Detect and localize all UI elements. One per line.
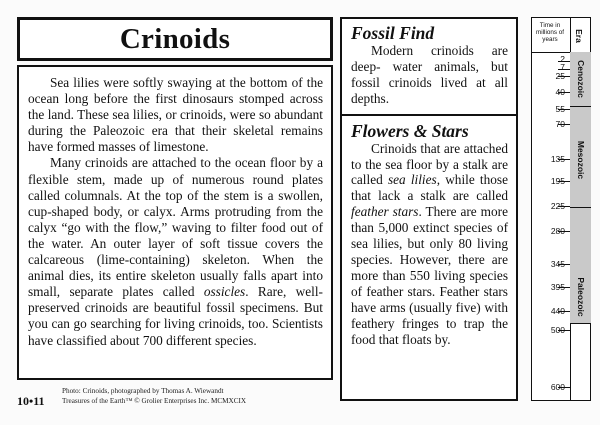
timeline-tick-label: 225	[550, 201, 565, 211]
timeline-tick-label: 70	[555, 119, 565, 129]
ossicles-term: ossicles	[203, 284, 246, 300]
copyright-notice: Treasures of the Earth™ © Grolier Enterprises Inc. MCMXCIX	[62, 396, 247, 405]
timeline-tick-label: 600	[550, 382, 565, 392]
body-text-part-2: . Rare, well-preserved crinoids are beautiful fossil specimens. But you can go searching for living crinoids, too. Scientists have classified about 700 different species.	[28, 284, 323, 348]
timeline-tick-label: 345	[550, 259, 565, 269]
timeline-tick-label: 25	[555, 71, 565, 81]
title-box	[17, 17, 333, 61]
flowers-text-part-1: Crinoids that are attached to the sea floor by a stalk are called	[351, 140, 508, 188]
fossil-find-heading: Fossil Find	[351, 23, 435, 43]
feather-stars-term: feather stars	[351, 204, 419, 220]
timeline-tick-label: 55	[555, 104, 565, 114]
sea-lilies-term: sea lilies	[387, 172, 437, 188]
timeline-unit-label: Time in millions of years	[536, 22, 564, 43]
timeline-tick-label: 195	[550, 176, 565, 186]
photo-credit: Photo: Crinoids, photographed by Thomas A. Wiewandt	[62, 387, 224, 395]
timeline-tick-label: 440	[550, 306, 565, 316]
timeline-tick-label: 40	[555, 87, 565, 97]
era-boundary-line	[570, 106, 591, 107]
sidebar-divider	[342, 114, 516, 116]
flowers-stars-text	[351, 141, 508, 348]
era-mesozoic: Mesozoic	[576, 140, 586, 180]
flowers-text-part-3: . There are more than 5,000 extinct species of sea lilies, but only 80 living species. However, there are more than 550 living species of feather stars. Feather stars have arms (usually five) with feathery fringes to trap the food that floats by.	[351, 204, 508, 347]
card-number: 10•11	[17, 394, 45, 408]
body-paragraph	[28, 155, 323, 348]
body-text-part-1: Many crinoids are attached to the ocean floor by a flexible stem, made up of numerous round plates called columnals. At the top of the stem is a swollen, cup-shaped body, or calyx. Arms protruding from the calyx “go with the flow,” waving to filter food out of the water. An outer layer of soft tissue covers the calcareous (lime-containing) skeleton. When the animal dies, its entire skeleton usually falls apart into small, separate plates called	[28, 155, 323, 300]
timeline-tick-label: 2	[560, 54, 565, 64]
timeline-tick-label: 500	[550, 325, 565, 335]
main-text-box	[17, 65, 333, 380]
fossil-find-text: Modern crinoids are deep- water animals, but fossil crinoids lived at all depths.	[351, 43, 508, 106]
timeline-tick-label: 7	[560, 62, 565, 72]
flowers-stars-heading: Flowers & Stars	[351, 120, 469, 141]
flowers-text-part-2: , while those that lack a stalk are called	[351, 172, 508, 204]
era-boundary-line	[570, 207, 591, 208]
sidebar	[340, 17, 518, 401]
timeline-tick-label: 135	[550, 154, 565, 164]
era-paleozoic: Paleozoic	[576, 277, 586, 317]
era-boundary-line	[570, 323, 591, 324]
credits	[62, 387, 246, 406]
timeline-tick-label: 280	[550, 226, 565, 236]
intro-paragraph: Sea lilies were softly swaying at the bottom of the ocean long before the first dinosaurs stomped across the land. These sea lilies, or crinoids, were so abundant during the Paleozoic era that their skeletal remains have formed masses of limestone.	[28, 75, 323, 155]
timeline-tick-label: 395	[550, 282, 565, 292]
geologic-timeline	[531, 17, 591, 401]
page-title: Crinoids	[119, 22, 231, 55]
era-cenozoic: Cenozoic	[576, 60, 586, 98]
era-column-header: Era	[574, 29, 584, 43]
timeline-header	[532, 18, 590, 53]
